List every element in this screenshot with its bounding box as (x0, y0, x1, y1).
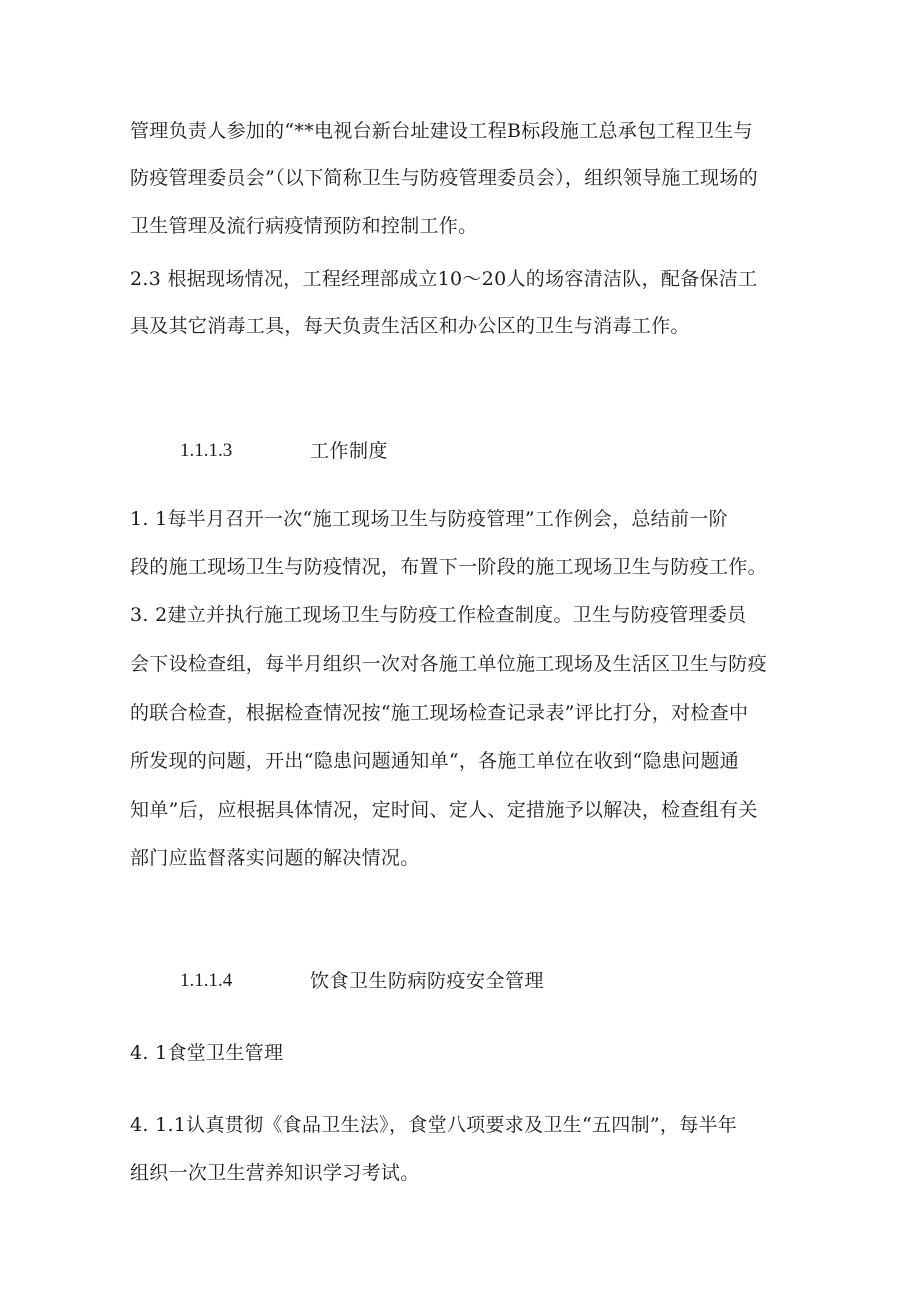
paragraph-line: 会下设检查组，每半月组织一次对各施工单位施工现场及生活区卫生与防疫 (130, 653, 767, 675)
section-heading (180, 437, 680, 465)
section-number: 1.1.1.3 (180, 440, 233, 461)
paragraph-line: 卫生管理及流行病疫情预防和控制工作。 (130, 215, 478, 237)
paragraph-line: 3. 2建立并执行施工现场卫生与防疫工作检查制度。卫生与防疫管理委员 (130, 604, 747, 626)
paragraph-line: 所发现的问题，开出“隐患问题通知单“，各施工单位在收到“隐患问题通 (130, 750, 740, 772)
paragraph-line: 4. 1食堂卫生管理 (130, 1042, 284, 1064)
paragraph-line: 具及其它消毒工具，每天负责生活区和办公区的卫生与消毒工作。 (130, 315, 690, 337)
paragraph-line: 段的施工现场卫生与防疫情况，布置下一阶段的施工现场卫生与防疫工作。 (130, 556, 767, 578)
paragraph-line: 部门应监督落实问题的解决情况。 (130, 847, 420, 869)
paragraph-line: 2.3 根据现场情况，工程经理部成立10～20人的场容清洁队，配备保洁工 (130, 268, 758, 290)
paragraph-line: 管理负责人参加的“**电视台新台址建设工程B标段施工总承包工程卫生与 (130, 120, 753, 142)
paragraph-line: 知单”后，应根据具体情况，定时间、定人、定措施予以解决，检查组有关 (130, 799, 758, 821)
paragraph-line: 的联合检查，根据检查情况按“施工现场检查记录表”评比打分，对检查中 (130, 702, 749, 724)
section-heading (180, 967, 740, 995)
section-number: 1.1.1.4 (180, 970, 233, 991)
paragraph-line: 防疫管理委员会”（以下简称卫生与防疫管理委员会），组织领导施工现场的 (130, 167, 758, 189)
section-title: 饮食卫生防病防疫安全管理 (310, 970, 545, 992)
paragraph-line: 1. 1每半月召开一次“施工现场卫生与防疫管理”工作例会，总结前一阶 (130, 508, 728, 530)
section-title: 工作制度 (310, 440, 389, 462)
paragraph-line: 组织一次卫生营养知识学习考试。 (130, 1162, 420, 1184)
paragraph-line: 4. 1.1认真贯彻《食品卫生法》，食堂八项要求及卫生“五四制”，每半年 (130, 1114, 738, 1136)
